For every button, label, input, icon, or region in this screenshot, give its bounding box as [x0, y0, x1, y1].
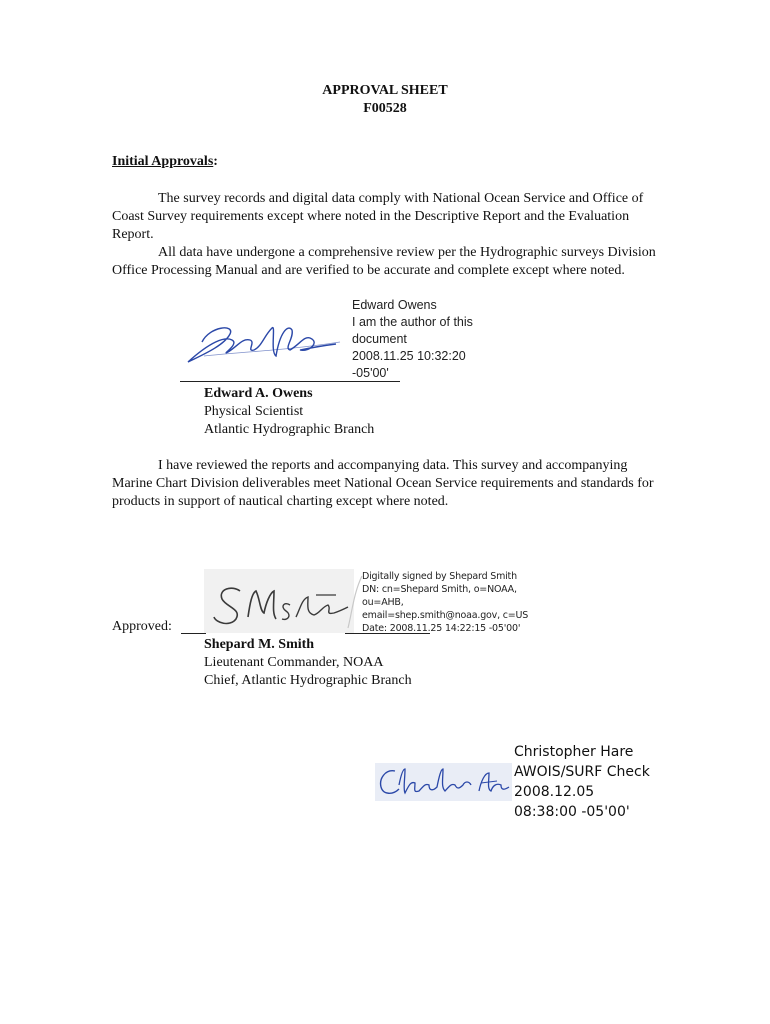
signer2-sig-line: Digitally signed by Shepard Smith	[362, 571, 517, 582]
signer1-signature-line	[180, 381, 400, 382]
initial-approvals-paragraph-1	[112, 190, 657, 244]
initial-approvals-heading-text: Initial Approvals	[112, 154, 214, 169]
signer1-sig-line: Edward Owens	[352, 298, 437, 312]
edward-owens-signature-icon	[180, 312, 350, 372]
christopher-hare-signature-icon	[375, 763, 512, 801]
signer1-sig-line: I am the author of this	[352, 315, 473, 329]
signer1-org: Atlantic Hydrographic Branch	[204, 422, 375, 437]
signer2-sig-line: DN: cn=Shepard Smith, o=NOAA,	[362, 584, 517, 595]
paragraph-1-text: The survey records and digital data comply with National Ocean Service and Office of Coast Survey requirements except where noted in the Descriptive Report and the Evaluation Report.	[112, 191, 644, 242]
signer3-sig-line: AWOIS/SURF Check	[514, 764, 650, 780]
signer3-sig-line: 08:38:00 -05'00'	[514, 804, 630, 820]
document-title: APPROVAL SHEET	[322, 83, 448, 98]
signer2-title: Lieutenant Commander, NOAA	[204, 655, 384, 670]
review-paragraph-text: I have reviewed the reports and accompanying data. This survey and accompanying Marine Chart Division deliverables meet National Ocean Service requirements and standards for products in support of nautical charting except where noted.	[112, 458, 654, 509]
initial-approvals-heading	[112, 154, 218, 170]
signer3-sig-line: 2008.12.05	[514, 784, 595, 800]
signer1-block	[204, 385, 374, 439]
document-code: F00528	[363, 101, 407, 116]
signer2-name: Shepard M. Smith	[204, 637, 315, 652]
initial-approvals-paragraph-2	[112, 244, 657, 280]
signer1-sig-line: document	[352, 332, 407, 346]
signer2-sig-line: Date: 2008.11.25 14:22:15 -05'00'	[362, 623, 521, 634]
signer1-sig-line: -05'00'	[352, 366, 389, 380]
signer2-digital-signature-text	[362, 570, 552, 635]
signer2-sig-line: ou=AHB,	[362, 597, 404, 608]
review-paragraph	[112, 457, 657, 511]
signer1-title: Physical Scientist	[204, 404, 304, 419]
approved-line-left	[181, 633, 206, 634]
signer3-digital-signature-text	[514, 742, 714, 822]
approved-label: Approved:	[112, 619, 172, 634]
signer2-block	[204, 636, 412, 690]
signer3-sig-line: Christopher Hare	[514, 744, 634, 760]
signer1-digital-signature-text	[352, 297, 532, 382]
signer1-name: Edward A. Owens	[204, 386, 313, 401]
paragraph-2-text: All data have undergone a comprehensive review per the Hydrographic surveys Division Office Processing Manual and are verified to be accurate and complete except where noted.	[112, 245, 656, 278]
heading-colon: :	[213, 154, 218, 169]
signer1-sig-line: 2008.11.25 10:32:20	[352, 349, 466, 363]
signer2-org: Chief, Atlantic Hydrographic Branch	[204, 673, 412, 688]
signer2-sig-line: email=shep.smith@noaa.gov, c=US	[362, 610, 529, 621]
shepard-smith-signature-icon	[204, 569, 354, 633]
